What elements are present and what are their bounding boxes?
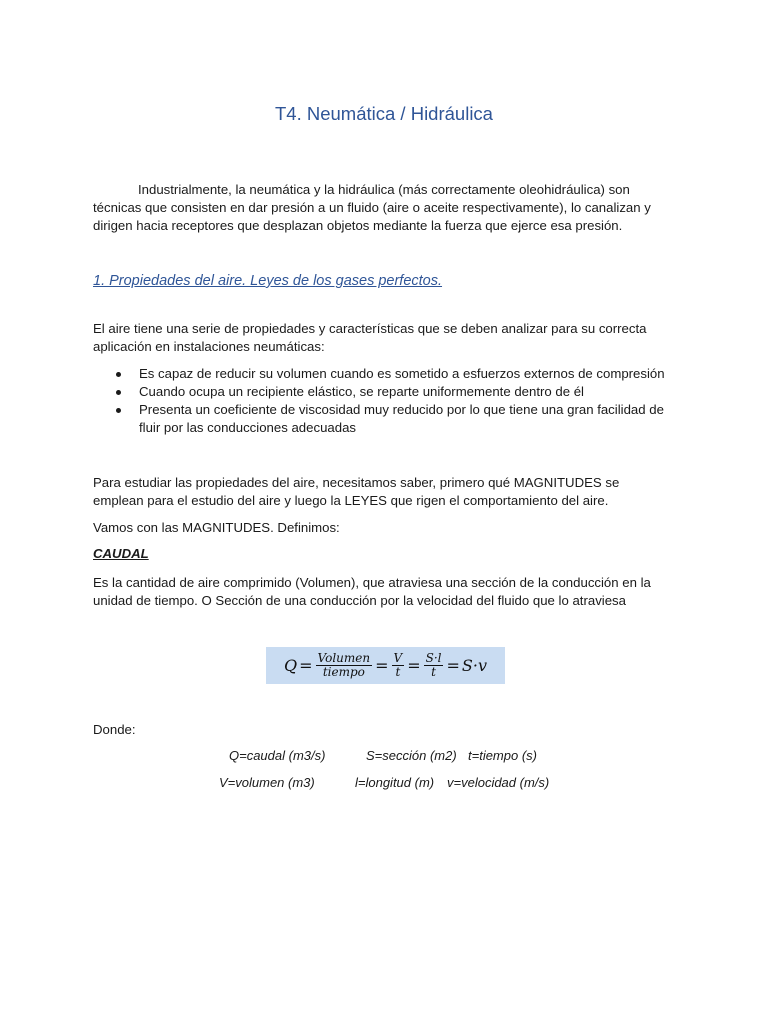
properties-lead: El aire tiene una serie de propiedades y características que se deben analizar para su correcta aplicación en instalaciones neumáticas: bbox=[93, 321, 647, 354]
fraction-numerator: V bbox=[393, 651, 403, 665]
formula-rhs: S·v bbox=[461, 656, 487, 675]
definition-l: l=longitud (m) bbox=[355, 775, 435, 790]
section-heading: 1. Propiedades del aire. Leyes de los gases perfectos. bbox=[93, 273, 443, 289]
definition-velocity: v=velocidad (m/s) bbox=[447, 775, 550, 790]
properties-list bbox=[93, 365, 673, 437]
list-item bbox=[93, 401, 673, 437]
fraction-denominator: t bbox=[431, 665, 436, 679]
list-item bbox=[93, 383, 673, 401]
list-item-text: Presenta un coeficiente de viscosidad muy reducido por lo que tiene una gran facilidad de fluir por las conducciones adecuadas bbox=[139, 402, 664, 435]
list-item-text: Es capaz de reducir su volumen cuando es sometido a esfuerzos externos de compresión bbox=[139, 366, 665, 381]
caudal-label: CAUDAL bbox=[93, 546, 149, 561]
definition-v: V=volumen (m3) bbox=[219, 775, 315, 790]
caudal-definition: Es la cantidad de aire comprimido (Volumen), que atraviesa una sección de la conducción en la unidad de tiempo. O Sección de una conducción por la velocidad del fluido que lo atraviesa bbox=[93, 575, 651, 608]
definition-t: t=tiempo (s) bbox=[468, 748, 537, 763]
fraction-numerator: Volumen bbox=[317, 651, 371, 665]
formula-fraction-volume-time bbox=[316, 652, 373, 679]
caudal-formula: Q = $\frac{\text{Volumen}}{\text{tiempo}}$ = $\frac{V}{t}$ = $\frac{S\cdot l}{t}$ = S·v bbox=[266, 647, 505, 684]
intro-paragraph: Industrialmente, la neumática y la hidráulica (más correctamente oleohidráulica) son técnicas que consisten en dar presión a un fluido (aire o aceite respectivamente), lo canalizan y dirigen hacia receptores que desplazan objetos mediante la fuerza que ejerce esa presión. bbox=[93, 182, 651, 233]
fraction-numerator: S·l bbox=[425, 651, 442, 665]
list-item-text: Cuando ocupa un recipiente elástico, se reparte uniformemente dentro de él bbox=[139, 384, 584, 399]
study-paragraph: Para estudiar las propiedades del aire, necesitamos saber, primero qué MAGNITUDES se emplean para el estudio del aire y luego la LEYES que rigen el comportamiento del aire. bbox=[93, 475, 620, 508]
bullet-icon bbox=[116, 408, 121, 413]
definition-q: Q=caudal (m3/s) bbox=[229, 748, 326, 763]
magnitudes-intro: Vamos con las MAGNITUDES. Definimos: bbox=[93, 520, 340, 535]
page-title: T4. Neumática / Hidráulica bbox=[275, 103, 493, 124]
bullet-icon bbox=[116, 390, 121, 395]
formula-lhs: Q bbox=[284, 656, 298, 675]
donde-label: Donde: bbox=[93, 722, 136, 737]
list-item bbox=[93, 365, 673, 383]
formula-fraction-v-t bbox=[392, 652, 405, 679]
definition-s: S=sección (m2) bbox=[366, 748, 457, 763]
bullet-icon bbox=[116, 372, 121, 377]
formula-fraction-sl-t bbox=[424, 652, 444, 679]
fraction-denominator: t bbox=[395, 665, 401, 679]
fraction-denominator: tiempo bbox=[322, 665, 365, 679]
